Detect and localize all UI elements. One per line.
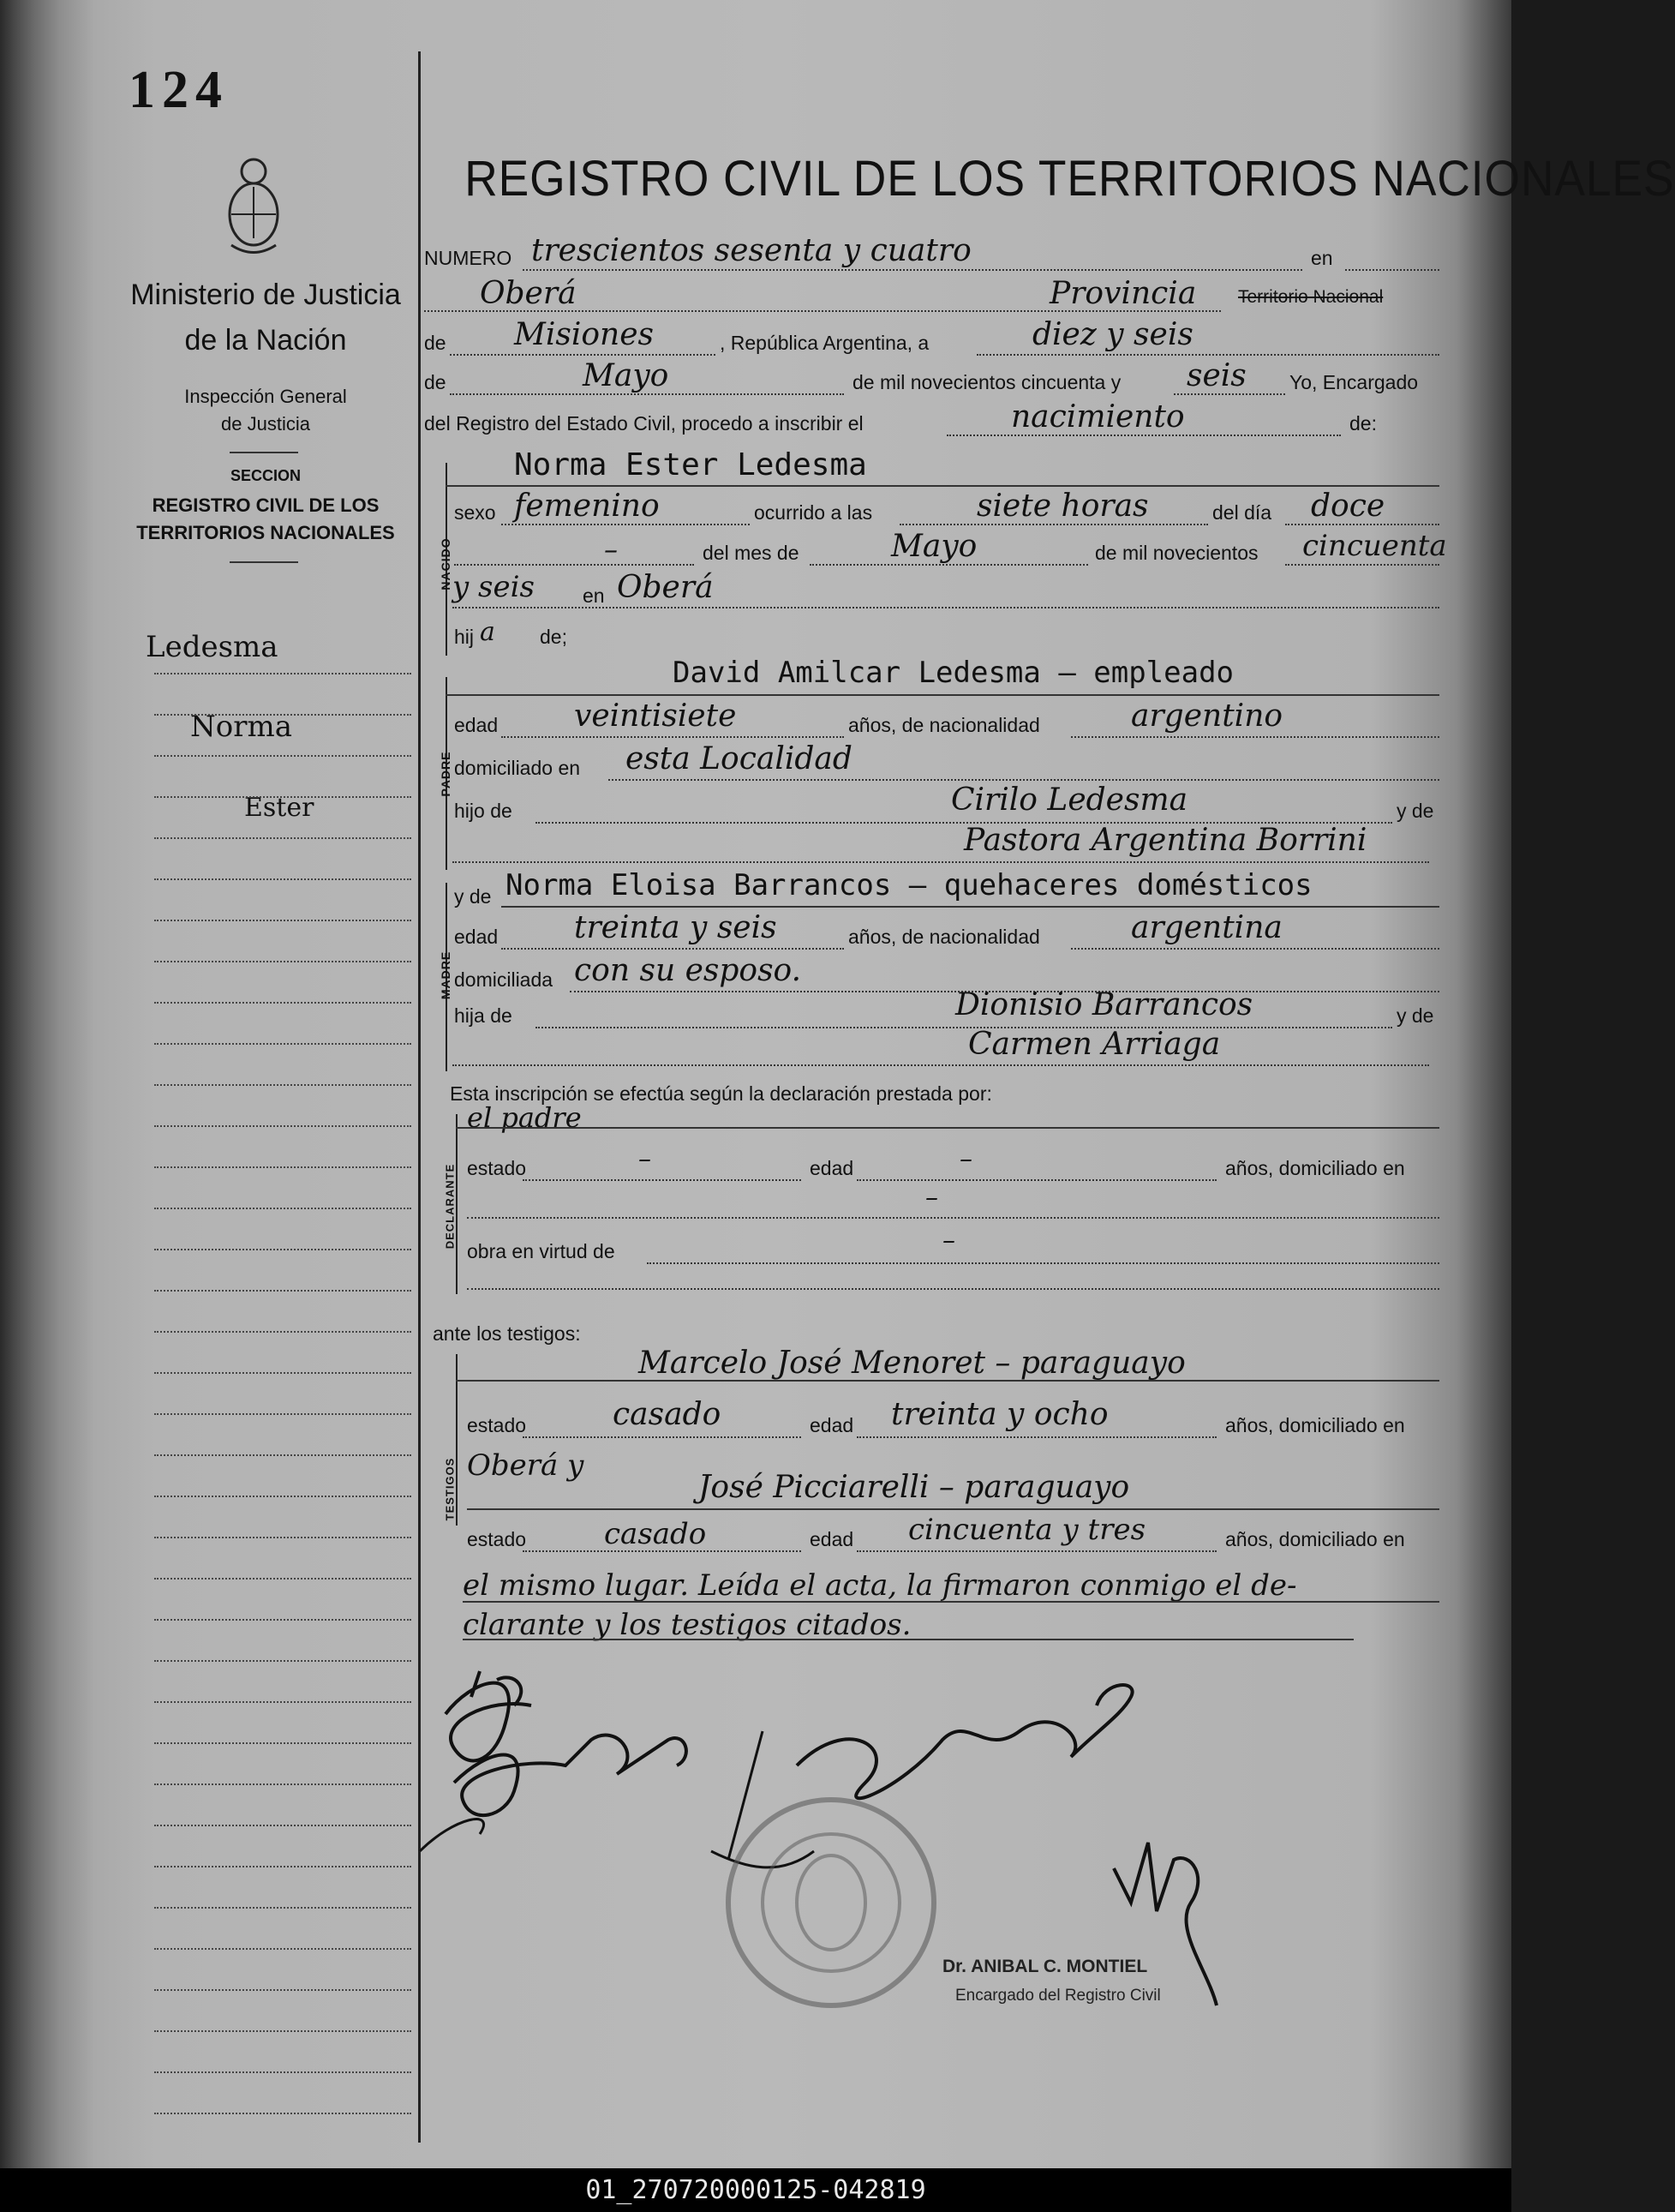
margin-rule-line [154,673,411,674]
madre-edad-value: treinta y seis [574,910,777,945]
rule [1345,269,1439,271]
rule [857,1179,1217,1181]
ministry-line1: Ministerio de Justicia [130,279,401,311]
numero-label: NUMERO [424,247,512,269]
rule [1285,524,1439,525]
margin-name2: Ester [244,793,314,823]
margin-rule-line [154,920,411,921]
sexo-label: sexo [454,501,496,524]
dash-value: – [604,533,618,566]
del-dia-label: del día [1212,501,1272,524]
hij-label: hij [454,626,475,648]
rule [1071,736,1439,738]
margin-rule-line [154,1825,411,1826]
margin-rule-line [154,1413,411,1415]
margin-rule-line [154,796,411,798]
margin-rule-line [154,1866,411,1867]
de-mil-label: de mil novecientos cincuenta y [852,371,1122,393]
horas-value: siete horas [977,489,1149,524]
de-semicolon-label: de; [540,626,567,648]
rule [523,1179,801,1181]
registro-line2: TERRITORIOS NACIONALES [136,522,395,543]
de-mil-nov-label: de mil novecientos [1095,542,1259,564]
margin-rule-line [154,1742,411,1744]
margin-rule-line [154,1331,411,1333]
anios-dom-label-t1: años, domiciliado en [1225,1414,1405,1436]
y-de-label: y de [1397,800,1434,822]
sexo-value: femenino [514,489,660,524]
signatures-area [420,1646,1362,2057]
numero-value: trescientos sesenta y cuatro [531,233,972,268]
declaracion-label: Esta inscripción se efectúa según la declaración prestada por: [450,1082,992,1105]
margin-rule-line [154,1208,411,1209]
rule [523,269,1302,271]
padre-nac-value: argentino [1131,698,1283,734]
rule [947,435,1341,436]
rule [456,1380,1439,1382]
rule [523,1436,801,1438]
stamp-circle [728,1800,934,2005]
declarante-estado-dash: – [638,1144,651,1174]
hija-de-label: hija de [454,1004,512,1027]
rule [463,1639,1354,1640]
hij-suffix-value: a [480,617,495,647]
footer-id: 01_270720000125-042819 [0,2168,1511,2212]
declarante-dom-dash: – [925,1183,938,1213]
inspeccion-line2: de Justicia [221,413,310,435]
margin-rule-line [154,1002,411,1004]
divider [230,561,298,563]
domiciliada-label: domiciliada [454,968,553,991]
rule [1285,564,1439,566]
anios-nac-label-madre: años, de nacionalidad [848,926,1040,948]
nombre-value: Norma Ester Ledesma [514,447,867,483]
anios-dom-label: años, domiciliado en [1225,1157,1405,1179]
rule [1071,948,1439,950]
margin-rule-line [154,1290,411,1292]
margin-rule-line [154,2113,411,2114]
margin-rule-line [154,1249,411,1250]
testigo2-estado-value: casado [604,1517,707,1551]
signature-3 [420,1819,484,1851]
testigo1-value: Marcelo José Menoret – paraguayo [638,1346,1186,1381]
anio-value: seis [1187,358,1247,393]
margin-rule-line [154,1578,411,1580]
margin-rule-line [154,1619,411,1621]
margin-rule-line [154,1454,411,1456]
cierre-line1: el mismo lugar. Leída el acta, la firmaron conmigo el de- [463,1568,1297,1603]
margin-rule-line [154,1084,411,1086]
edad-label-t2: edad [810,1528,854,1550]
estado-label-t1: estado [467,1414,527,1436]
en-label: en [1311,247,1333,269]
registro-line1: REGISTRO CIVIL DE LOS [152,495,380,516]
territorio-label: Territorio Nacional [1238,287,1384,307]
estado-label-t2: estado [467,1528,527,1550]
ministry-line2: de la Nación [184,324,347,357]
signature-5 [711,1731,814,1867]
signature-4 [797,1685,1133,1798]
edad-label-t1: edad [810,1414,854,1436]
testigo2-edad-value: cincuenta y tres [908,1513,1146,1547]
yo-encargado-label: Yo, Encargado [1289,371,1419,393]
margin-rule-line [154,1701,411,1703]
rule [501,906,1439,908]
domiciliado-en-label: domiciliado en [454,757,581,779]
estado-label: estado [467,1157,527,1179]
rule [452,607,1439,608]
padre-edad-value: veintisiete [574,698,737,734]
section-madre: MADRE [439,950,452,1000]
testigo1-edad-value: treinta y ocho [891,1397,1109,1432]
section-declarante: DECLARANTE [443,1163,457,1250]
margin-rule-line [154,1907,411,1909]
de-label: de [424,332,446,354]
en-nac-label: en [583,584,605,607]
margin-rule-line [154,2030,411,2032]
registro-line-label: del Registro del Estado Civil, procedo a inscribir el [424,412,864,435]
republica-label: , República Argentina, a [720,332,930,354]
rule [1174,393,1285,395]
rule [810,564,1088,566]
padre-value: David Amilcar Ledesma – empleado [673,656,1235,690]
rule [647,1262,1439,1264]
anios-nac-label: años, de nacionalidad [848,714,1040,736]
rule [452,861,1429,863]
provincia-value: Provincia [1050,276,1197,311]
margin-rule-line [154,1989,411,1991]
anios-dom-label-t2: años, domiciliado en [1225,1528,1405,1550]
edad-label-decl: edad [810,1157,854,1179]
rule [467,1288,1439,1290]
rule [467,1217,1439,1219]
margin-rule-line [154,1125,411,1127]
rule [454,564,694,566]
rule [900,524,1208,525]
rule [456,1127,1439,1129]
rule [446,694,1439,696]
margin-rule-line [154,1783,411,1785]
del-mes-label: del mes de [703,542,799,564]
page-title: REGISTRO CIVIL DE LOS TERRITORIOS NACIONALES [464,151,1675,207]
section-padre: PADRE [439,751,452,797]
madre-madre-value: Carmen Arriaga [968,1027,1221,1062]
mes-value: Mayo [583,358,669,393]
cierre-line2: clarante y los testigos citados. [463,1608,912,1642]
obra-label: obra en virtud de [467,1240,615,1262]
rule [446,485,1439,487]
rule [857,1550,1217,1552]
declarante-value: el padre [467,1101,582,1134]
rule [501,948,844,950]
margin-rule-line [154,1537,411,1538]
rule [452,1064,1429,1066]
margin-name1: Norma [190,710,292,744]
margin-rule-line [154,1660,411,1662]
ocurrido-label: ocurrido a las [754,501,873,524]
margin-rule-line [154,1372,411,1374]
localidad-value: Oberá [480,276,577,311]
testigo2-value: José Picciarelli – paraguayo [698,1470,1130,1505]
anio-nac-b-value: y seis [452,570,535,604]
padre-madre-value: Pastora Argentina Borrini [964,823,1367,858]
mes-nac-value: Mayo [891,529,978,564]
margin-rule-line [154,1043,411,1045]
margin-rule-line [154,1496,411,1497]
rule [450,393,844,395]
margin-rule-line [154,1948,411,1950]
de-label-2: de [424,371,446,393]
margin-rule-line [154,714,411,716]
edad-label: edad [454,714,499,736]
margin-rule-line [154,878,411,880]
margin-rule-line [154,837,411,839]
edad-label-madre: edad [454,926,499,948]
seccion-label: SECCION [230,467,301,484]
stamp-name: Dr. ANIBAL C. MONTIEL [942,1957,1148,1976]
rule [467,1508,1439,1510]
de-colon-label: de: [1349,412,1377,435]
rule [501,524,750,525]
stamp-role: Encargado del Registro Civil [955,1987,1161,2005]
margin-rule-line [154,2071,411,2073]
margin-rule-line [154,1166,411,1168]
section-testigos: TESTIGOS [443,1457,457,1521]
signature-6 [1114,1843,1217,2005]
dia-value: diez y seis [1032,317,1193,352]
inspeccion-line1: Inspección General [184,386,347,407]
rule [608,779,1439,781]
margin-rule-line [154,961,411,962]
signature-1 [446,1671,531,1760]
rule [535,1027,1392,1028]
lugar-nac-value: Oberá [617,570,714,605]
testigo1-dom-value: Oberá y [467,1448,584,1483]
rule [501,736,844,738]
provincia-de-value: Misiones [514,317,655,352]
rule [463,1601,1439,1603]
padre-dom-value: esta Localidad [625,741,852,776]
obra-dash: – [942,1226,955,1256]
madre-value: Norma Eloisa Barrancos – quehaceres domésticos [505,868,1313,902]
declarante-edad-dash: – [960,1144,972,1174]
madre-dom-value: con su esposo. [574,953,802,988]
ante-testigos-label: ante los testigos: [433,1322,581,1345]
anio-nac-a-value: cincuenta [1302,529,1447,563]
y-de-start-label: y de [454,885,492,908]
margin-rule-line [154,755,411,757]
dia-nac-value: doce [1311,489,1385,524]
rule [450,354,715,356]
divider [230,452,298,453]
signature-2 [454,1735,686,1816]
madre-nac-value: argentina [1131,910,1283,945]
page-number: 124 [129,61,229,119]
coat-of-arms-icon [224,153,283,264]
rule [857,1436,1217,1438]
rule [977,354,1439,356]
hijo-de-label: hijo de [454,800,512,822]
madre-padre-value: Dionisio Barrancos [955,987,1253,1022]
padre-padre-value: Cirilo Ledesma [951,782,1188,818]
y-de-label-madre: y de [1397,1004,1434,1027]
acto-value: nacimiento [1011,399,1185,435]
margin-surname: Ledesma [146,630,278,664]
section-nacido: NACIDO [439,537,452,590]
testigo1-estado-value: casado [613,1397,721,1432]
